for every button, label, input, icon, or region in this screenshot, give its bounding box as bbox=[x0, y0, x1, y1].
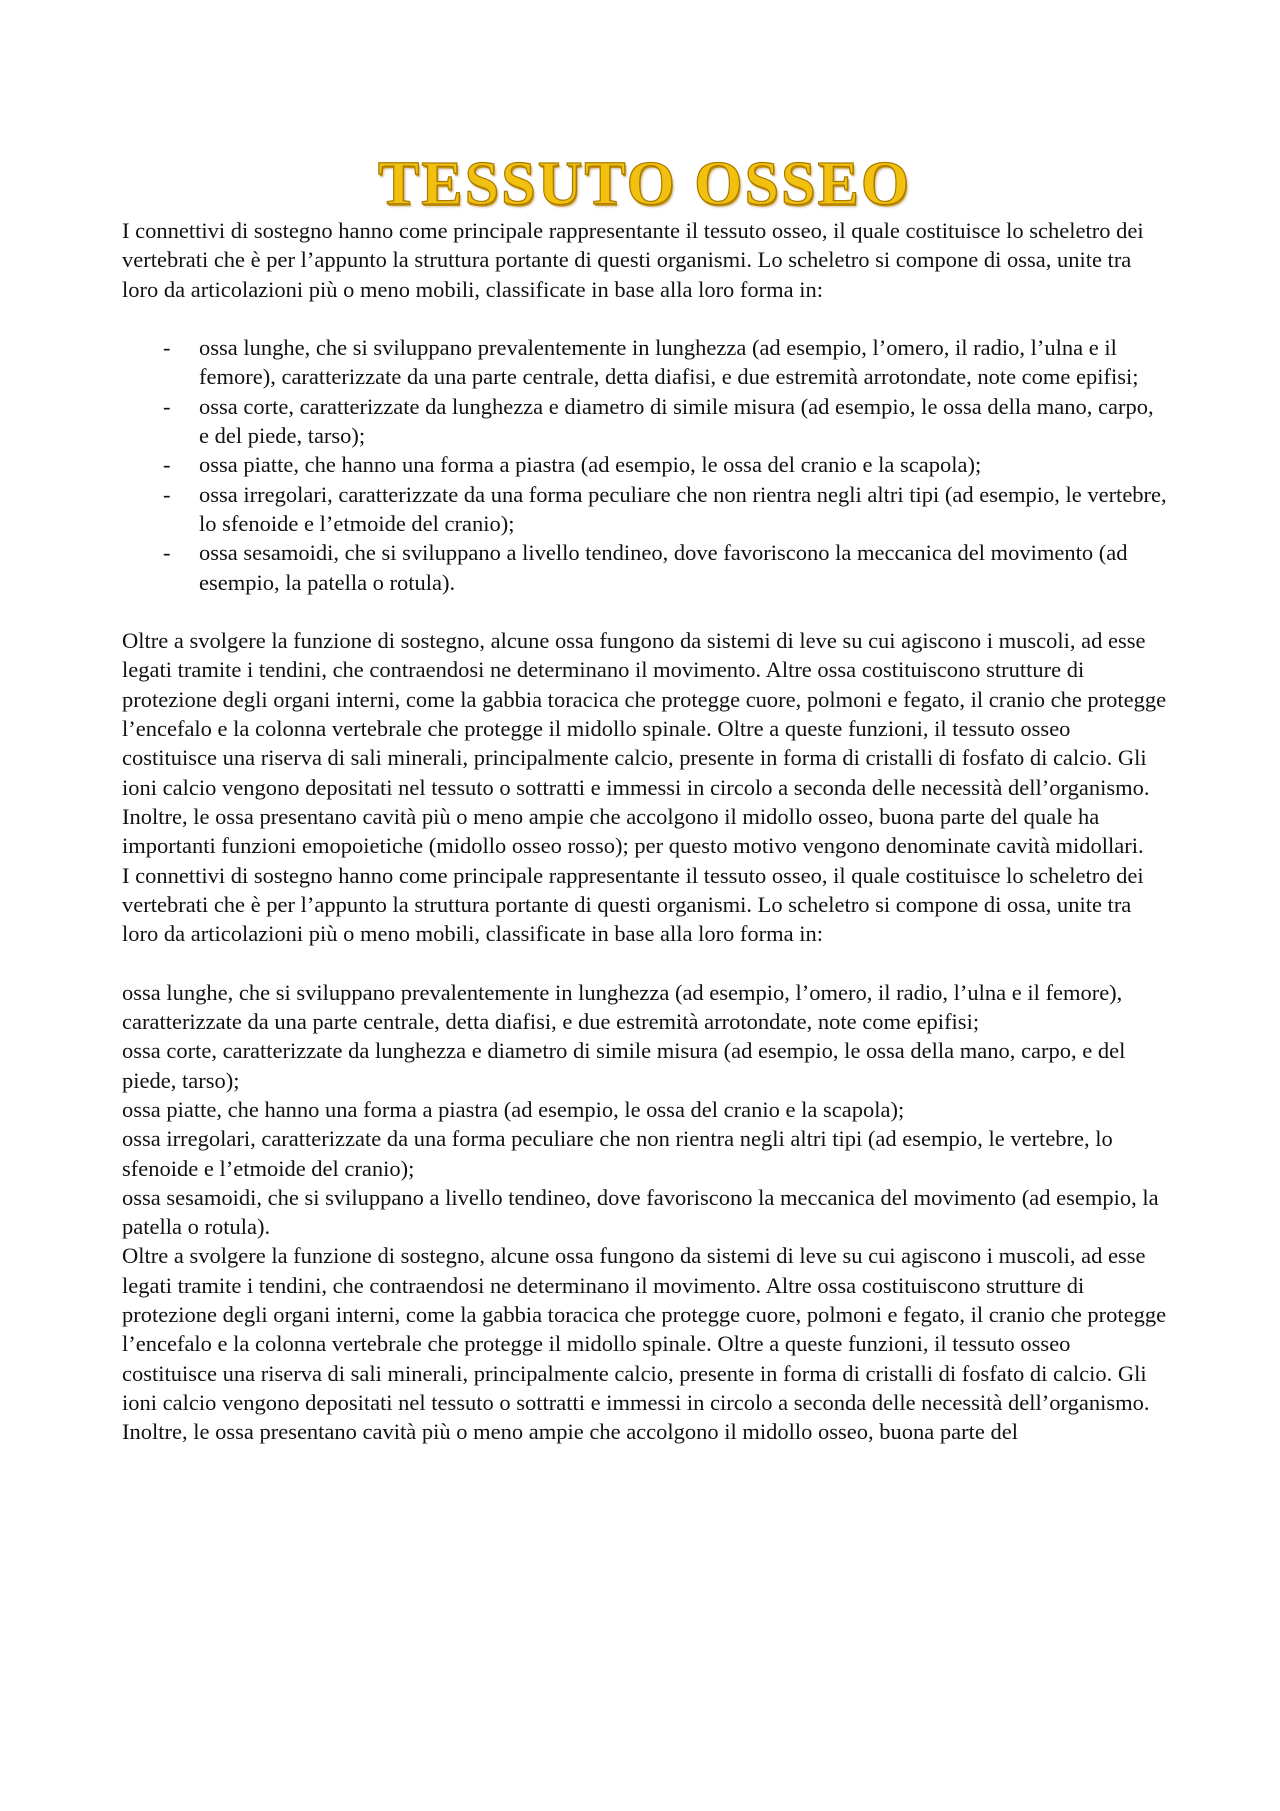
list-dash: - bbox=[163, 540, 171, 566]
list-item-text: ossa corte, caratterizzate da lunghezza e diametro di simile misura (ad esempio, le ossa della mano, carpo, e del piede, tarso); bbox=[199, 393, 1154, 449]
intro-repeat-paragraph: I connettivi di sostegno hanno come principale rappresentante il tessuto osseo, il quale costituisce lo scheletro dei vertebrati che è per l’appunto la struttura portante di questi organismi. Lo scheletro si compone di ossa, unite tra loro da articolazioni più o meno mobili, classificate in base alla loro forma in: bbox=[122, 862, 1144, 947]
paragraph-spacer bbox=[122, 597, 1167, 626]
functions-repeat-paragraph: Oltre a svolgere la funzione di sostegno, alcune ossa fungono da sistemi di leve su cui agiscono i muscoli, ad esse legati tramite i tendini, che contraendosi ne determinano il movimento. Altre ossa costituiscono strutture di protezione degli organi interni, come la gabbia toracica che protegge cuore, polmoni e fegato, il cranio che protegge l’encefalo e la colonna vertebrale che protegge il midollo spinale. Oltre a queste funzioni, il tessuto osseo costituisce una riserva di sali minerali, principalmente calcio, presente in forma di cristalli di fosfato di calcio. Gli ioni calcio vengono depositati nel tessuto o sottratti e immessi in circolo a seconda delle necessità dell’organismo. Inoltre, le ossa presentano cavità più o meno ampie che accolgono il midollo osseo, buona parte del bbox=[122, 1243, 1167, 1445]
list-dash: - bbox=[163, 481, 171, 507]
list-item bbox=[122, 450, 1167, 479]
list-dash: - bbox=[163, 393, 171, 419]
list-item bbox=[122, 538, 1167, 597]
list-item-text: ossa irregolari, caratterizzate da una forma peculiare che non rientra negli altri tipi (ad esempio, le vertebre, lo sfenoide e l’etmoide del cranio); bbox=[199, 481, 1167, 536]
plain-list-item: ossa irregolari, caratterizzate da una forma peculiare che non rientra negli altri tipi (ad esempio, le vertebre, lo sfenoide e l’etmoide del cranio); bbox=[122, 1126, 1113, 1181]
page-title: TESSUTO OSSEO bbox=[377, 150, 912, 218]
list-item bbox=[122, 392, 1167, 451]
functions-paragraph: Oltre a svolgere la funzione di sostegno, alcune ossa fungono da sistemi di leve su cui agiscono i muscoli, ad esse legati tramite i tendini, che contraendosi ne determinano il movimento. Altre ossa costituiscono strutture di protezione degli organi interni, come la gabbia toracica che protegge cuore, polmoni e fegato, il cranio che protegge l’encefalo e la colonna vertebrale che protegge il midollo spinale. Oltre a queste funzioni, il tessuto osseo costituisce una riserva di sali minerali, principalmente calcio, presente in forma di cristalli di fosfato di calcio. Gli ioni calcio vengono depositati nel tessuto o sottratti e immessi in circolo a seconda delle necessità dell’organismo. Inoltre, le ossa presentano cavità più o meno ampie che accolgono il midollo osseo, buona parte del quale ha importanti funzioni emopoietiche (midollo osseo rosso); per questo motivo vengono denominate cavità midollari. bbox=[122, 628, 1167, 859]
list-item-text: ossa lunghe, che si sviluppano prevalentemente in lunghezza (ad esempio, l’omero, il radio, l’ulna e il femore), caratterizzate da una parte centrale, detta diafisi, e due estremità arrotondate, note come epifisi; bbox=[199, 335, 1139, 390]
paragraph-spacer bbox=[122, 304, 1167, 333]
document-page bbox=[122, 150, 1167, 1446]
list-item bbox=[122, 333, 1167, 392]
list-item-text: ossa piatte, che hanno una forma a piastra (ad esempio, le ossa del cranio e la scapola); bbox=[199, 452, 982, 478]
plain-list-item: ossa piatte, che hanno una forma a piastra (ad esempio, le ossa del cranio e la scapola); bbox=[122, 1096, 905, 1122]
list-dash: - bbox=[163, 335, 171, 361]
intro-paragraph: I connettivi di sostegno hanno come principale rappresentante il tessuto osseo, il quale costituisce lo scheletro dei vertebrati che è per l’appunto la struttura portante di questi organismi. Lo scheletro si compone di ossa, unite tra loro da articolazioni più o meno mobili, classificate in base alla loro forma in: bbox=[122, 218, 1144, 302]
list-item-text: ossa sesamoidi, che si sviluppano a livello tendineo, dove favoriscono la meccanica del movimento (ad esempio, la patella o rotula). bbox=[199, 540, 1128, 595]
paragraph-spacer bbox=[122, 948, 1167, 977]
plain-list-item: ossa corte, caratterizzate da lunghezza e diametro di simile misura (ad esempio, le ossa della mano, carpo, e del piede, tarso); bbox=[122, 1038, 1126, 1093]
bone-types-list bbox=[122, 333, 1167, 597]
plain-list-item: ossa sesamoidi, che si sviluppano a livello tendineo, dove favoriscono la meccanica del movimento (ad esempio, la patella o rotula). bbox=[122, 1184, 1159, 1240]
plain-list-item: ossa lunghe, che si sviluppano prevalentemente in lunghezza (ad esempio, l’omero, il radio, l’ulna e il femore), caratterizzate da una parte centrale, detta diafisi, e due estremità arrotondate, note come epifisi; bbox=[122, 979, 1123, 1035]
list-dash: - bbox=[163, 452, 171, 478]
list-item bbox=[122, 480, 1167, 539]
